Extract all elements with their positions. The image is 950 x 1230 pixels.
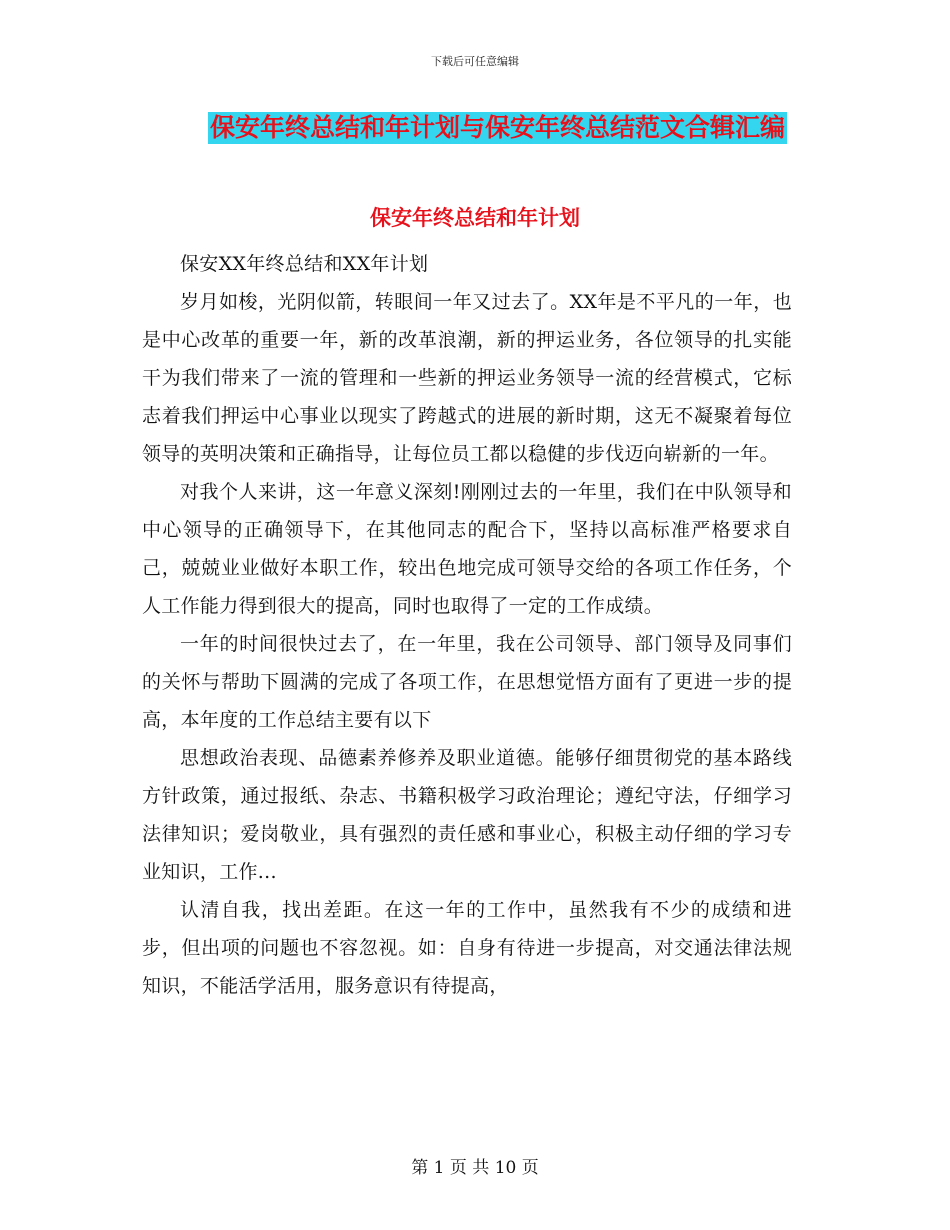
page-number-footer: 第 1 页 共 10 页 (411, 1158, 539, 1178)
document-body (142, 245, 792, 1005)
header-note: 下载后可任意编辑 (431, 55, 519, 68)
section-title: 保安年终总结和年计划 (370, 206, 580, 230)
paragraph: 对我个人来讲，这一年意义深刻!刚刚过去的一年里，我们在中队领导和中心领导的正确领导下，在其他同志的配合下，坚持以高标准严格要求自己，兢兢业业做好本职工作，较出色地完成可领导交给的各项工作任务，个人工作能力得到很大的提高，同时也取得了一定的工作成绩。 (142, 481, 792, 617)
paragraph-intro: 保安XX年终总结和XX年计划 (180, 253, 429, 275)
main-title-container (0, 112, 950, 144)
main-title: 保安年终总结和年计划与保安年终总结范文合辑汇编 (209, 113, 785, 142)
paragraph: 岁月如梭，光阴似箭，转眼间一年又过去了。XX年是不平凡的一年，也是中心改革的重要一年，新的改革浪潮，新的押运业务，各位领导的扎实能干为我们带来了一流的管理和一些新的押运业务领导一流的经营模式，它标志着我们押运中心事业以现实了跨越式的进展的新时期，这无不凝聚着每位领导的英明决策和正确指导，让每位员工都以稳健的步伐迈向崭新的一年。 (142, 291, 792, 465)
paragraph: 一年的时间很快过去了，在一年里，我在公司领导、部门领导及同事们的关怀与帮助下圆满的完成了各项工作，在思想觉悟方面有了更进一步的提高，本年度的工作总结主要有以下 (142, 633, 792, 731)
paragraph: 思想政治表现、品德素养修养及职业道德。能够仔细贯彻党的基本路线方针政策，通过报纸、杂志、书籍积极学习政治理论；遵纪守法，仔细学习法律知识；爱岗敬业，具有强烈的责任感和事业心，积极主动仔细的学习专业知识，工作... (142, 747, 792, 883)
paragraph: 认清自我，找出差距。在这一年的工作中，虽然我有不少的成绩和进步，但出项的问题也不容忽视。如：自身有待进一步提高，对交通法律法规知识，不能活学活用，服务意识有待提高， (142, 899, 792, 997)
